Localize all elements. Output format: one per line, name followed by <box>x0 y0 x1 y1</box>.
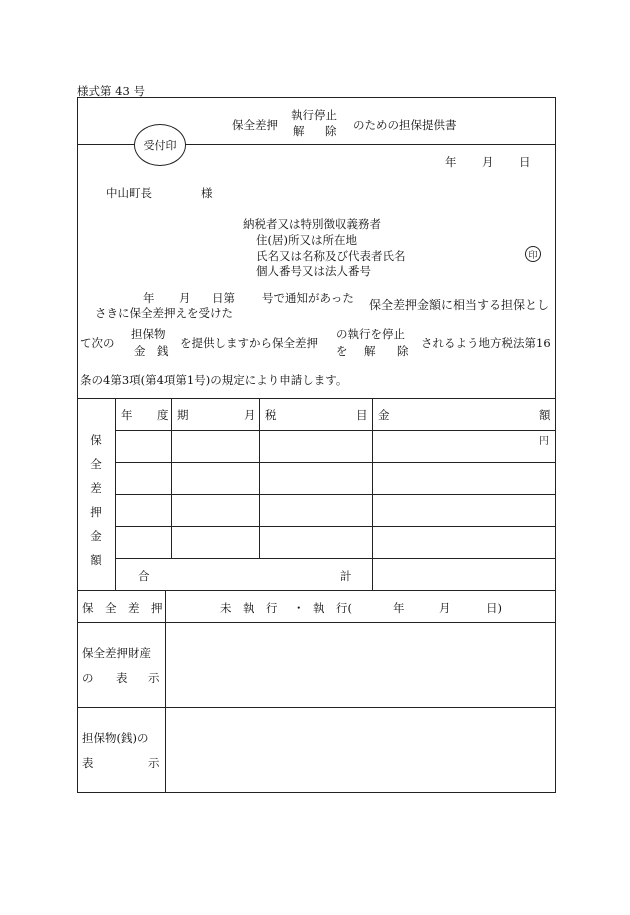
property-label-b1: の <box>82 671 94 685</box>
col-period-a: 期 <box>177 408 189 422</box>
side-char: 差 <box>90 481 102 495</box>
seizure-row-bottom <box>77 622 556 623</box>
applicant-title: 納税者又は特別徴収義務者 <box>243 217 381 231</box>
seizure-unexecuted: 未 執 行 <box>220 601 278 615</box>
col-year-a: 年 <box>121 408 133 422</box>
addressee-name: 中山町長 <box>106 186 152 200</box>
side-char: 額 <box>90 553 102 567</box>
applicant-address-label: 住(居)所又は所在地 <box>256 233 357 247</box>
table-row-line-2 <box>115 462 556 463</box>
label-col-divider <box>165 590 166 793</box>
reception-stamp-label: 受付印 <box>143 139 177 152</box>
addressee-honorific: 様 <box>201 186 213 200</box>
body-option-cash-b: 銭 <box>157 344 169 358</box>
body-line2-right: されるよう地方税法第16 <box>421 336 551 350</box>
col-tax-b: 目 <box>356 408 368 422</box>
property-label-top: 保全差押財産 <box>82 646 151 660</box>
side-char: 保 <box>90 433 102 447</box>
side-char: 全 <box>90 457 102 471</box>
col-amount-a: 金 <box>378 408 390 422</box>
table-col-divider-1 <box>171 398 172 559</box>
date-day: 日 <box>519 155 531 169</box>
seal-mark <box>525 246 541 262</box>
date-year: 年 <box>445 155 457 169</box>
table-row-line-1 <box>115 430 556 431</box>
reception-stamp <box>134 124 186 166</box>
header-option-release-b: 除 <box>325 124 337 138</box>
table-row-line-4 <box>115 526 556 527</box>
seizure-dot: ・ <box>293 601 305 615</box>
body-notice: 号で通知があった <box>262 291 354 305</box>
yen-unit: 円 <box>539 436 549 447</box>
body-year: 年 <box>143 291 155 305</box>
applicant-name-label: 氏名又は名称及び代表者氏名 <box>256 249 406 263</box>
body-line2-mid: を提供しますから保全差押 <box>180 336 318 350</box>
body-day: 日第 <box>212 291 235 305</box>
collateral-label-b2: 示 <box>148 756 160 770</box>
col-amount-b: 額 <box>539 408 551 422</box>
seizure-month: 月 <box>439 601 451 615</box>
seizure-executed: 執 行( <box>313 601 352 615</box>
form-number: 様式第 43 号 <box>77 84 145 98</box>
property-row-bottom <box>77 707 556 708</box>
body-line1-right: 保全差押金額に相当する担保とし <box>369 298 550 312</box>
col-period-b: 月 <box>244 408 256 422</box>
table-row-line-5 <box>115 558 556 559</box>
form-frame <box>77 97 556 793</box>
header-prefix: 保全差押 <box>232 118 278 132</box>
property-label-b3: 示 <box>148 671 160 685</box>
col-year-b: 度 <box>157 408 169 422</box>
seizure-label: 保 全 差 押 <box>82 601 163 615</box>
body-option-stop: の執行を停止 <box>336 327 405 341</box>
body-line2-left: て次の <box>80 336 115 350</box>
seizure-year: 年 <box>393 601 405 615</box>
date-month: 月 <box>482 155 494 169</box>
amount-side-label <box>87 428 105 572</box>
body-option-cash-a: 金 <box>134 344 146 358</box>
body-option-release-b: 解 <box>364 344 376 358</box>
body-option-collateral: 担保物 <box>131 327 166 341</box>
col-tax-a: 税 <box>265 408 277 422</box>
header-option-release-a: 解 <box>293 124 305 138</box>
body-month: 月 <box>179 291 191 305</box>
seizure-day: 日) <box>486 601 502 615</box>
table-col-divider-2 <box>259 398 260 559</box>
side-char: 金 <box>90 529 102 543</box>
total-label-a: 合 <box>138 569 150 583</box>
collateral-label-b1: 表 <box>82 756 94 770</box>
header-suffix: のための担保提供書 <box>353 118 457 132</box>
table-row-line-3 <box>115 494 556 495</box>
body-line3: 条の4第3項(第4項第1号)の規定により申請します。 <box>80 373 348 387</box>
header-option-stop: 執行停止 <box>291 108 337 122</box>
body-previous: さきに保全差押えを受けた <box>95 306 233 320</box>
body-option-release-c: 除 <box>397 344 409 358</box>
property-label-b2: 表 <box>116 671 128 685</box>
collateral-label-top: 担保物(銭)の <box>82 731 149 745</box>
body-option-release-a: を <box>336 344 348 358</box>
applicant-id-label: 個人番号又は法人番号 <box>256 264 371 278</box>
table-bottom-border <box>77 590 556 591</box>
seal-mark-label: 印 <box>528 250 538 261</box>
side-char: 押 <box>90 505 102 519</box>
table-top-border <box>77 398 556 399</box>
total-label-b: 計 <box>340 569 352 583</box>
